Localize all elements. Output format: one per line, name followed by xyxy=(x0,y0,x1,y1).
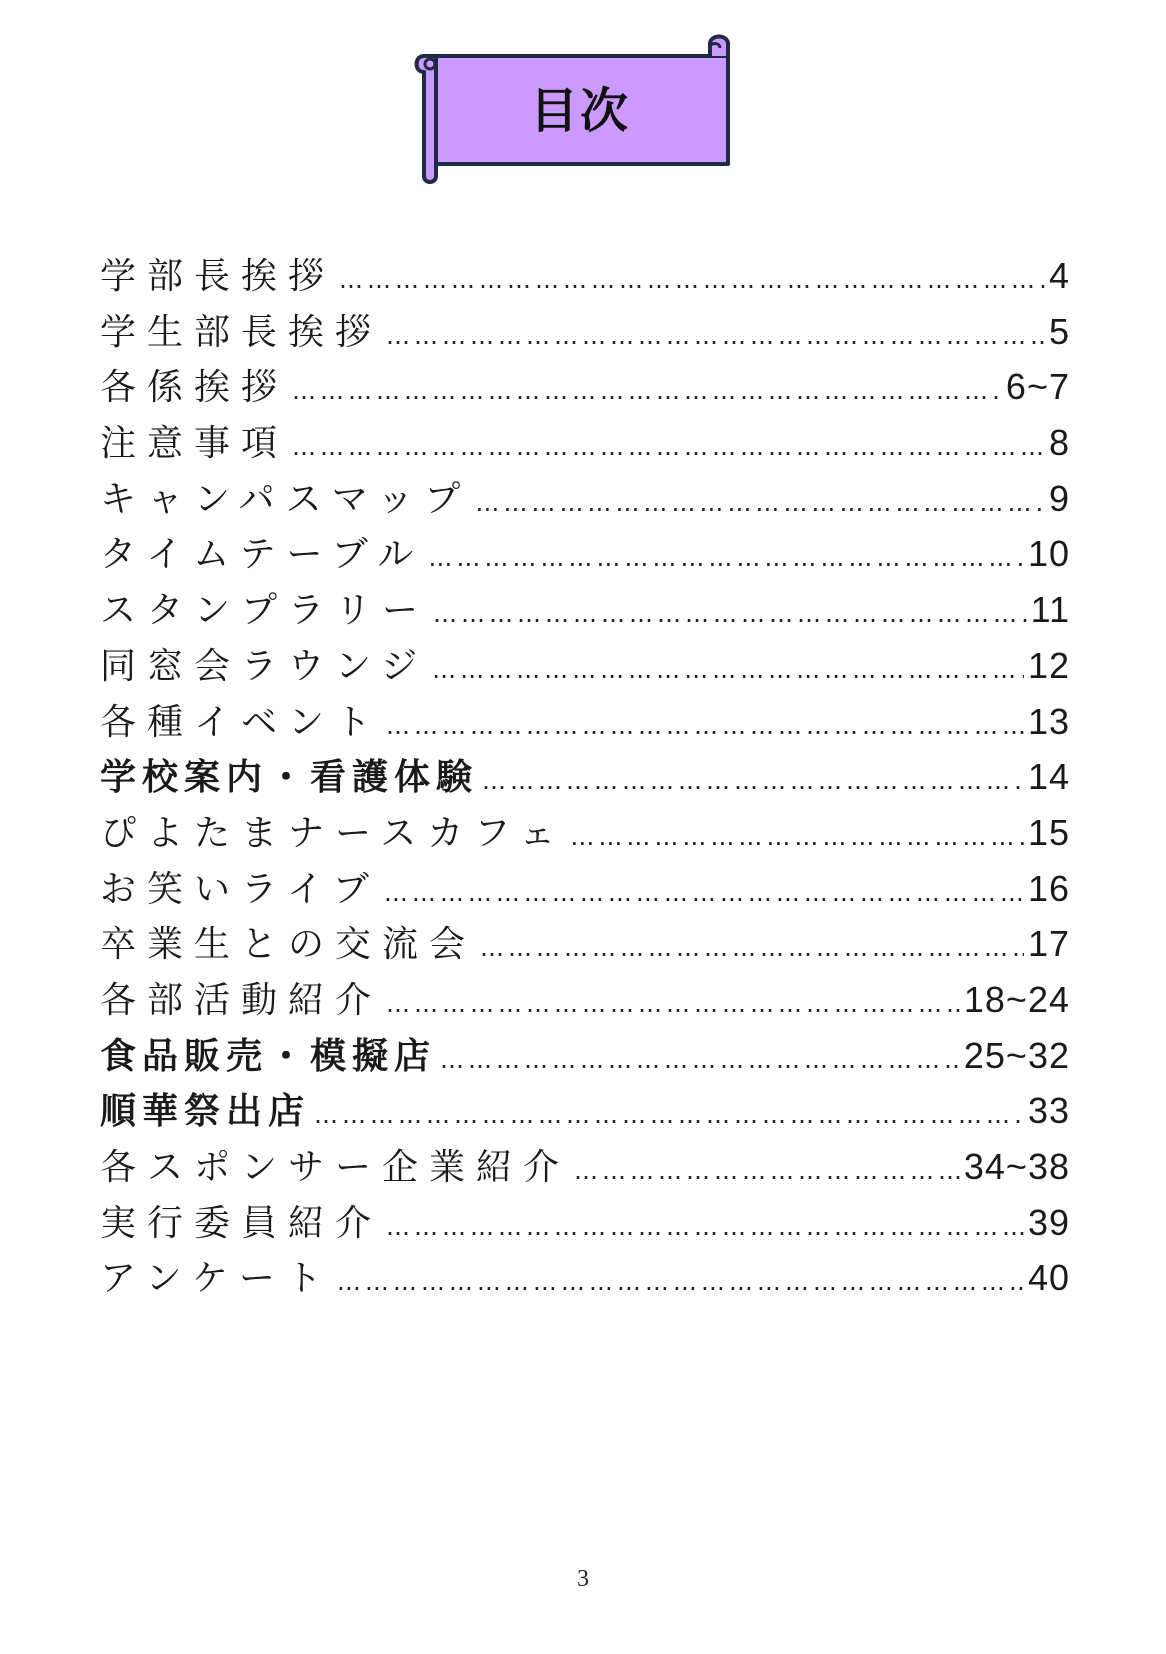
dot-leader xyxy=(428,536,1024,580)
toc-entry-page: 4 xyxy=(1048,255,1070,296)
title-banner xyxy=(410,26,750,186)
toc-entry xyxy=(100,1201,1070,1257)
toc-entry-label: お笑いライブ xyxy=(100,868,380,910)
toc-entry-page: 33 xyxy=(1027,1090,1070,1132)
toc-entry-label: タイムテーブル xyxy=(100,534,425,576)
toc-entry xyxy=(100,421,1070,477)
toc-entry xyxy=(100,310,1070,366)
dot-leader xyxy=(386,314,1045,358)
toc-entry-page: 6~7 xyxy=(1005,366,1070,408)
toc-entry xyxy=(100,978,1070,1034)
toc-entry-page: 25~32 xyxy=(963,1034,1070,1076)
toc-entry-page: 13 xyxy=(1027,700,1070,742)
toc-entry xyxy=(100,755,1070,811)
dot-leader xyxy=(384,871,1024,915)
toc-entry-label: ぴよたまナースカフェ xyxy=(100,812,567,854)
toc-entry-label: 順華祭出店 xyxy=(100,1091,311,1133)
toc-entry xyxy=(100,1256,1070,1312)
dot-leader xyxy=(292,369,1002,413)
dot-leader xyxy=(314,1093,1024,1137)
toc-entry xyxy=(100,254,1070,310)
dot-leader xyxy=(386,982,960,1026)
page-number: 3 xyxy=(577,1566,589,1592)
dot-leader xyxy=(574,1149,960,1193)
toc-entry-label: 各スポンサー企業紹介 xyxy=(100,1147,571,1188)
dot-leader xyxy=(570,815,1024,859)
toc-entry-page: 9 xyxy=(1048,477,1070,519)
toc-entry-label: 各係挨拶 xyxy=(100,367,289,409)
toc-entry-label: 卒業生との交流会 xyxy=(100,924,477,966)
toc-entry-page: 11 xyxy=(1030,589,1070,631)
dot-leader xyxy=(386,704,1024,748)
toc-entry xyxy=(100,1089,1070,1145)
toc-entry xyxy=(100,811,1070,867)
toc-entry-page: 10 xyxy=(1027,533,1070,575)
toc-entry-label: 食品販売・模擬店 xyxy=(100,1035,437,1077)
toc-entry-page: 34~38 xyxy=(963,1146,1070,1187)
toc-entry xyxy=(100,477,1070,533)
toc-entry xyxy=(100,1145,1070,1201)
toc-entry xyxy=(100,532,1070,588)
toc-entry-label: 各種イベント xyxy=(100,701,383,743)
dot-leader xyxy=(339,258,1045,302)
toc-entry xyxy=(100,700,1070,756)
toc-entry xyxy=(100,365,1070,421)
dot-leader xyxy=(440,1038,960,1082)
dot-leader xyxy=(292,425,1045,469)
toc-entry-label: 学生部長挨拶 xyxy=(100,311,383,353)
dot-leader xyxy=(480,926,1024,970)
toc-entry-page: 16 xyxy=(1027,867,1070,909)
toc-entry-page: 5 xyxy=(1048,310,1070,352)
dot-leader xyxy=(475,481,1045,525)
toc-entry-page: 40 xyxy=(1027,1257,1070,1299)
toc-entry-label: スタンプラリー xyxy=(100,590,430,632)
toc-entry-page: 17 xyxy=(1027,923,1070,965)
toc-entry-label: 各部活動紹介 xyxy=(100,979,383,1021)
dot-leader xyxy=(432,648,1024,692)
toc-entry-page: 14 xyxy=(1027,756,1070,798)
toc-entry-page: 39 xyxy=(1027,1201,1070,1243)
toc-entry-label: 実行委員紹介 xyxy=(100,1202,383,1244)
toc-entry-label: キャンパスマップ xyxy=(100,478,472,520)
toc-entry xyxy=(100,922,1070,978)
toc-entry-page: 12 xyxy=(1027,644,1070,686)
dot-leader xyxy=(386,1205,1024,1249)
toc-entry-label: アンケート xyxy=(100,1258,333,1300)
page-title: 目次 xyxy=(529,83,630,139)
toc-entry-page: 18~24 xyxy=(963,978,1070,1020)
toc-entry-label: 学部長挨拶 xyxy=(100,256,336,297)
toc-entry-page: 8 xyxy=(1048,422,1070,464)
toc-entry xyxy=(100,867,1070,923)
dot-leader xyxy=(433,592,1027,636)
toc-entry-label: 学校案内・看護体験 xyxy=(100,757,479,799)
table-of-contents xyxy=(100,254,1070,1312)
toc-entry-label: 注意事項 xyxy=(100,423,289,465)
dot-leader xyxy=(337,1260,1024,1304)
toc-entry-page: 15 xyxy=(1027,811,1070,853)
toc-entry xyxy=(100,1034,1070,1090)
toc-entry xyxy=(100,588,1070,644)
toc-entry xyxy=(100,644,1070,700)
dot-leader xyxy=(482,759,1024,803)
toc-entry-label: 同窓会ラウンジ xyxy=(100,645,429,687)
